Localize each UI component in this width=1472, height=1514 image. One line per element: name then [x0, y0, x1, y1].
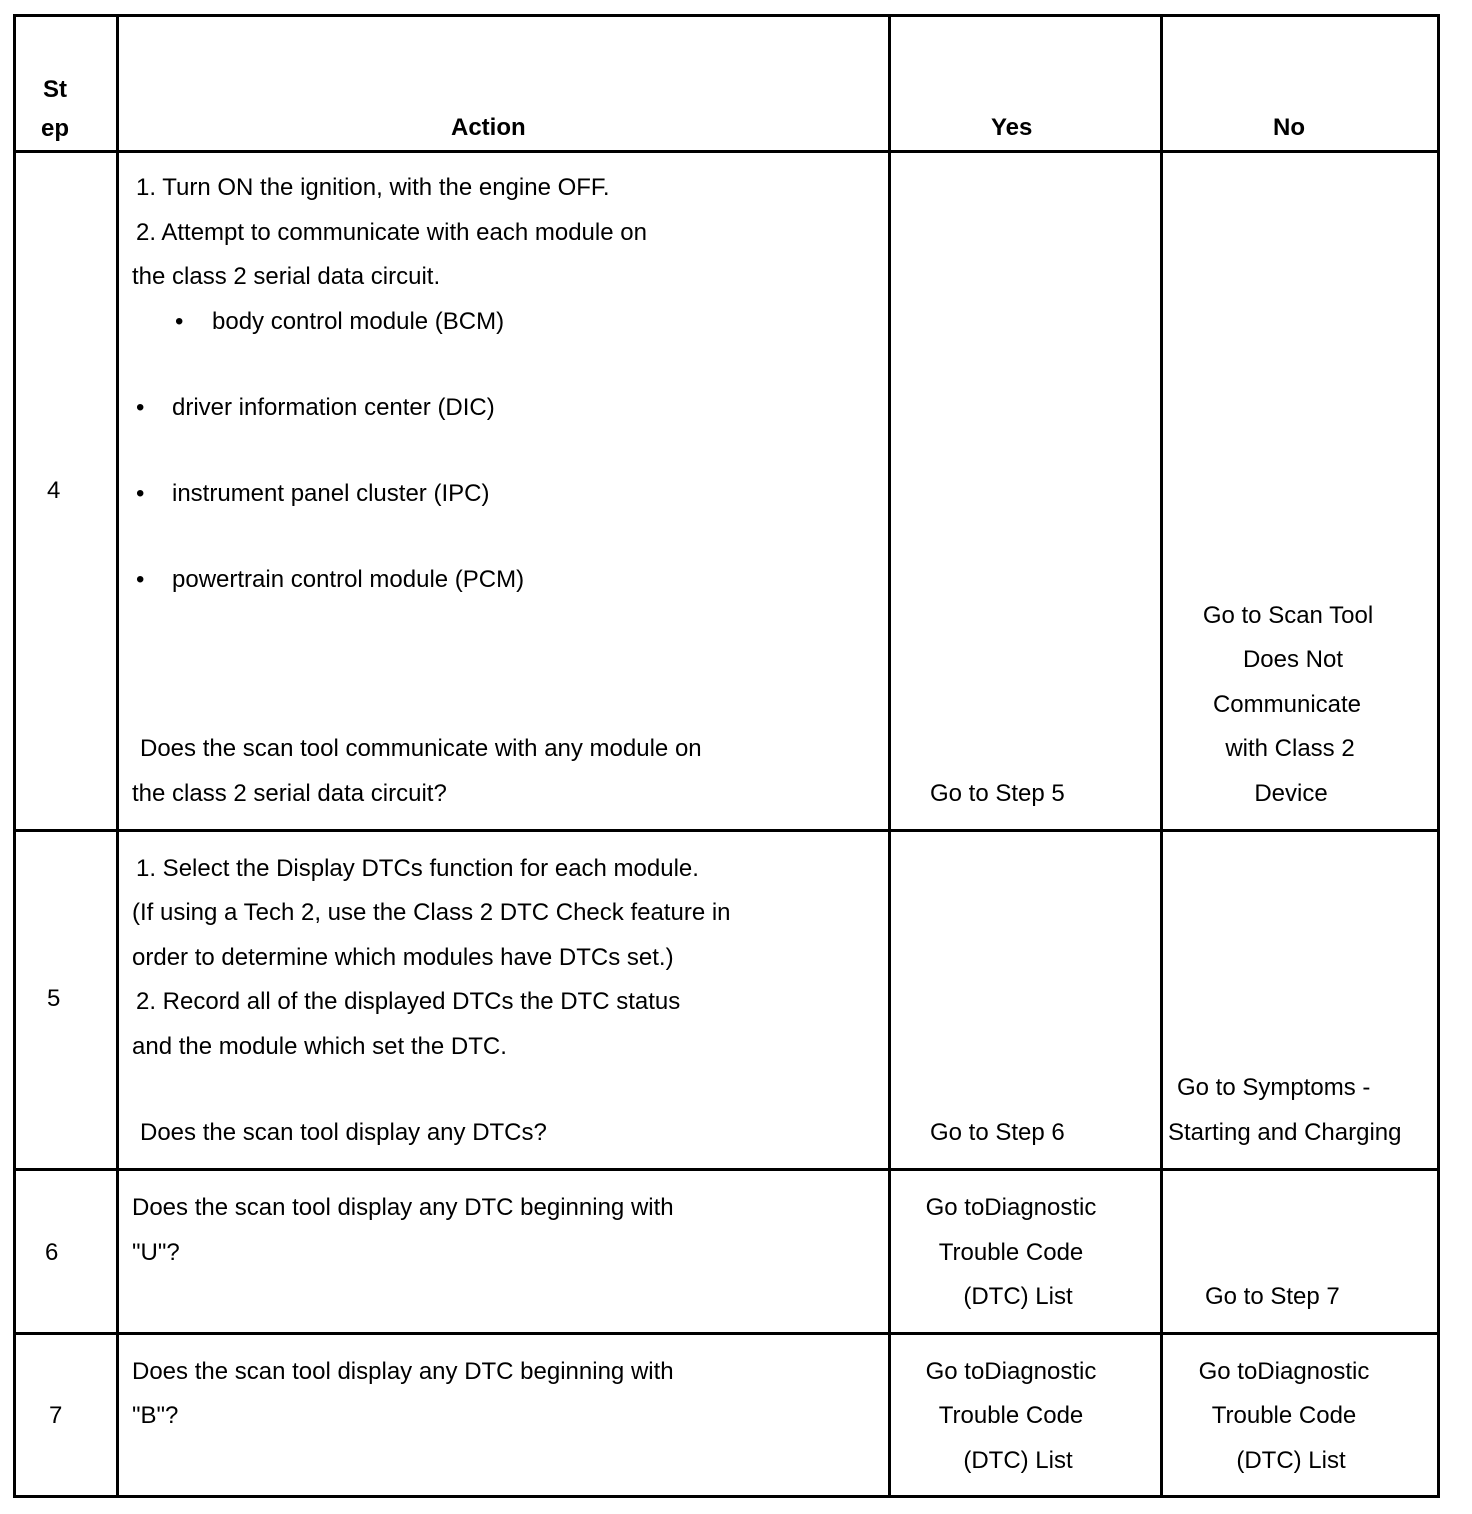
header-action: Action: [451, 114, 526, 141]
step-number: 6: [45, 1239, 59, 1266]
step-number: 5: [47, 985, 61, 1012]
action-line: "B"?: [132, 1402, 179, 1429]
no-link[interactable]: Trouble Code: [1211, 1402, 1357, 1429]
yes-link[interactable]: Go to Step 6: [930, 1119, 1065, 1146]
action-question: Does the scan tool display any DTCs?: [140, 1119, 547, 1146]
no-link[interactable]: Starting and Charging: [1168, 1119, 1402, 1146]
header-step-line1: St: [43, 76, 67, 103]
row-divider: [16, 1332, 1437, 1335]
yes-link[interactable]: Go to Step 5: [930, 780, 1065, 807]
no-link[interactable]: Device: [1254, 780, 1328, 807]
action-question: the class 2 serial data circuit?: [132, 780, 447, 807]
action-line: Does the scan tool display any DTC beginning with: [132, 1358, 674, 1385]
no-link[interactable]: Communicate: [1212, 691, 1362, 718]
action-line: (If using a Tech 2, use the Class 2 DTC Check feature in: [132, 899, 731, 926]
yes-link[interactable]: Go toDiagnostic: [925, 1194, 1097, 1221]
column-divider: [888, 17, 891, 1495]
no-link[interactable]: Go to Scan Tool: [1202, 602, 1374, 629]
yes-link[interactable]: (DTC) List: [963, 1447, 1073, 1474]
bullet-item: instrument panel cluster (IPC): [172, 480, 490, 507]
yes-link[interactable]: (DTC) List: [963, 1283, 1073, 1310]
action-line: 2. Attempt to communicate with each module on: [136, 219, 647, 246]
action-line: "U"?: [132, 1239, 180, 1266]
bullet-item: powertrain control module (PCM): [172, 566, 525, 593]
yes-link[interactable]: Trouble Code: [938, 1402, 1084, 1429]
no-link[interactable]: Go to Step 7: [1205, 1283, 1340, 1310]
action-line: 1. Select the Display DTCs function for each module.: [136, 855, 699, 882]
action-line: Does the scan tool display any DTC beginning with: [132, 1194, 674, 1221]
header-yes: Yes: [991, 114, 1033, 141]
no-link[interactable]: Go to Symptoms -: [1177, 1074, 1371, 1101]
no-link[interactable]: with Class 2: [1225, 735, 1355, 762]
action-line: 2. Record all of the displayed DTCs the DTC status: [136, 988, 681, 1015]
action-line: the class 2 serial data circuit.: [132, 263, 441, 290]
action-line: 1. Turn ON the ignition, with the engine OFF.: [136, 174, 610, 201]
column-divider: [116, 17, 119, 1495]
no-link[interactable]: Does Not: [1242, 646, 1344, 673]
no-link[interactable]: (DTC) List: [1236, 1447, 1346, 1474]
row-divider: [16, 829, 1437, 832]
step-number: 7: [49, 1402, 63, 1429]
step-number: 4: [47, 477, 61, 504]
bullet-icon: •: [136, 566, 145, 593]
bullet-item: driver information center (DIC): [172, 394, 495, 421]
action-question: Does the scan tool communicate with any module on: [140, 735, 702, 762]
action-line: and the module which set the DTC.: [132, 1033, 507, 1060]
no-link[interactable]: Go toDiagnostic: [1198, 1358, 1370, 1385]
bullet-icon: •: [175, 308, 184, 335]
header-step-line2: ep: [41, 115, 70, 142]
row-divider: [16, 150, 1437, 153]
bullet-item: body control module (BCM): [212, 308, 505, 335]
yes-link[interactable]: Trouble Code: [938, 1239, 1084, 1266]
bullet-icon: •: [136, 394, 145, 421]
yes-link[interactable]: Go toDiagnostic: [925, 1358, 1097, 1385]
row-divider: [16, 1168, 1437, 1171]
action-line: order to determine which modules have DTCs set.): [132, 944, 674, 971]
header-no: No: [1273, 114, 1305, 141]
bullet-icon: •: [136, 480, 145, 507]
